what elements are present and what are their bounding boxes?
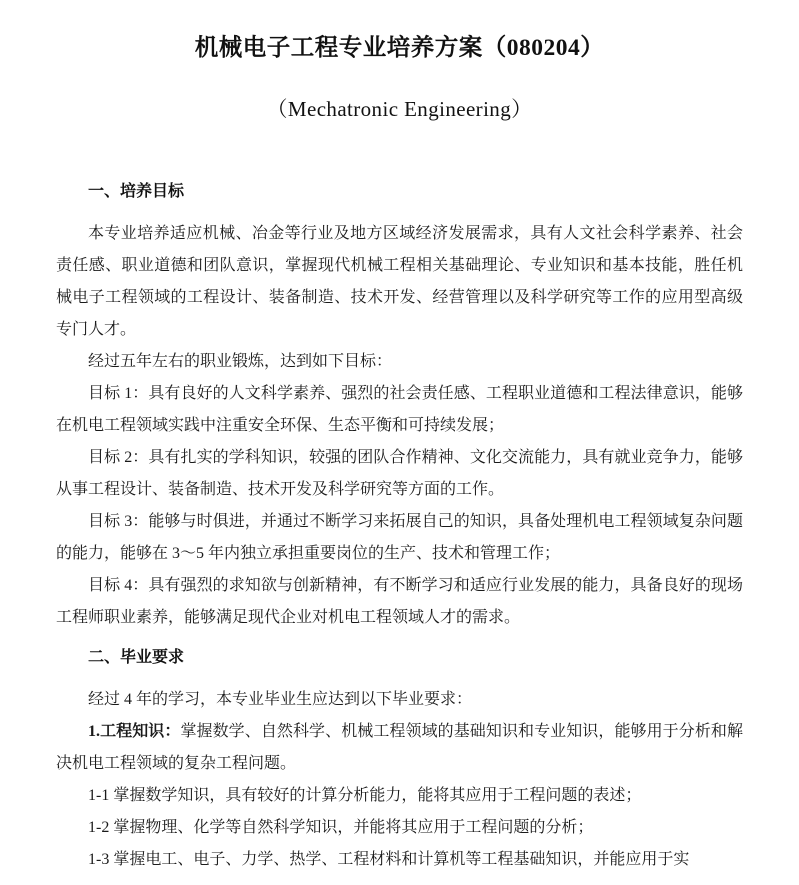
requirement-label: 1.工程知识： bbox=[88, 723, 181, 741]
page-subtitle: （Mechatronic Engineering） bbox=[266, 96, 533, 121]
paragraph: 目标 2：具有扎实的学科知识，较强的团队合作精神、文化交流能力，具有就业竞争力，能够从事工程设计、装备制造、技术开发及科学研究等方面的工作。 bbox=[56, 449, 743, 499]
section-heading-2: 二、毕业要求 bbox=[88, 649, 185, 667]
section-training-objectives bbox=[56, 180, 743, 634]
paragraph: 经过 4 年的学习，本专业毕业生应达到以下毕业要求： bbox=[88, 691, 473, 709]
page-title: 机械电子工程专业培养方案（080204） bbox=[194, 35, 605, 61]
spacer bbox=[56, 634, 743, 646]
paragraph: 目标 3：能够与时俱进，并通过不断学习来拓展自己的知识，具备处理机电工程领域复杂问题的能力，能够在 3～5 年内独立承担重要岗位的生产、技术和管理工作； bbox=[56, 513, 743, 563]
section-heading-1: 一、培养目标 bbox=[88, 183, 185, 201]
paragraph: 目标 1：具有良好的人文科学素养、强烈的社会责任感、工程职业道德和工程法律意识，能够在机电工程领域实践中注重安全环保、生态平衡和可持续发展； bbox=[56, 385, 743, 435]
section-graduation-requirements bbox=[56, 646, 743, 876]
spacer bbox=[56, 124, 743, 180]
spacer bbox=[56, 670, 743, 684]
list-item: 1-3 掌握电工、电子、力学、热学、工程材料和计算机等工程基础知识，并能应用于实 bbox=[88, 851, 690, 869]
spacer bbox=[56, 204, 743, 218]
list-item: 1-1 掌握数学知识，具有较好的计算分析能力，能将其应用于工程问题的表述； bbox=[88, 787, 642, 805]
paragraph: 经过五年左右的职业锻炼，达到如下目标： bbox=[88, 353, 393, 371]
paragraph: 目标 4：具有强烈的求知欲与创新精神，有不断学习和适应行业发展的能力，具备良好的现场工程师职业素养，能够满足现代企业对机电工程领域人才的需求。 bbox=[56, 577, 743, 627]
list-item: 1-2 掌握物理、化学等自然科学知识，并能将其应用于工程问题的分析； bbox=[88, 819, 594, 837]
requirement-sub-list bbox=[56, 780, 743, 876]
paragraph: 本专业培养适应机械、冶金等行业及地方区域经济发展需求，具有人文社会科学素养、社会责任感、职业道德和团队意识，掌握现代机械工程相关基础理论、专业知识和基本技能，胜任机械电子工程领域的工程设计、装备制造、技术开发、经营管理以及科学研究等工作的应用型高级专门人才。 bbox=[56, 225, 743, 339]
requirement-text: 掌握数学、自然科学、机械工程领域的基础知识和专业知识，能够用于分析和解决机电工程领域的复杂工程问题。 bbox=[56, 723, 743, 773]
requirement-paragraph bbox=[56, 716, 743, 780]
